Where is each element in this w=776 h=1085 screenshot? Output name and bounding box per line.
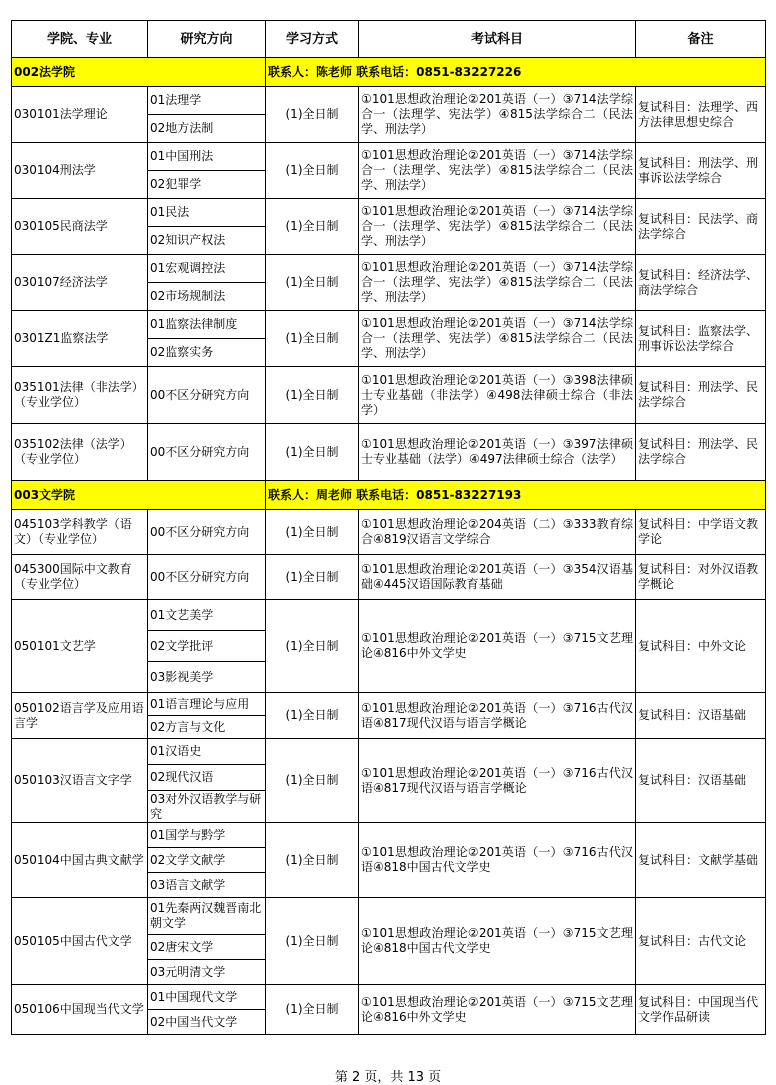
mode-cell: (1)全日制 (266, 143, 359, 199)
major-cell: 030104刑法学 (12, 143, 148, 199)
subjects-cell: ①101思想政治理论②201英语（一）③398法律硕士专业基础（非法学）④498法律硕士综合（非法学） (359, 367, 636, 424)
section-name: 002法学院 (12, 58, 266, 87)
col-notes: 备注 (636, 21, 766, 58)
table-row (12, 739, 766, 765)
direction-cell: 01法理学 (148, 87, 266, 115)
col-mode: 学习方式 (266, 21, 359, 58)
subjects-cell: ①101思想政治理论②201英语（一）③715文艺理论④816中外文学史 (359, 985, 636, 1035)
notes-cell: 复试科目：中学语文教学论 (636, 510, 766, 555)
table-row (12, 424, 766, 481)
notes-cell: 复试科目：刑法学、刑事诉讼法学综合 (636, 143, 766, 199)
notes-cell: 复试科目：古代文论 (636, 898, 766, 985)
direction-cell: 03元明清文学 (148, 960, 266, 985)
table-row (12, 985, 766, 1010)
admissions-table (11, 20, 766, 1035)
subjects-cell: ①101思想政治理论②201英语（一）③714法学综合一（法理学、宪法学）④815法学综合二（民法学、刑法学） (359, 143, 636, 199)
direction-cell: 02方言与文化 (148, 716, 266, 739)
table-row (12, 199, 766, 227)
subjects-cell: ①101思想政治理论②201英语（一）③354汉语基础④445汉语国际教育基础 (359, 555, 636, 600)
direction-cell: 02中国当代文学 (148, 1010, 266, 1035)
major-cell: 030107经济法学 (12, 255, 148, 311)
subjects-cell: ①101思想政治理论②201英语（一）③715文艺理论④818中国古代文学史 (359, 898, 636, 985)
direction-cell: 01中国刑法 (148, 143, 266, 171)
direction-cell: 01监察法律制度 (148, 311, 266, 339)
major-cell: 045103学科教学（语文）（专业学位） (12, 510, 148, 555)
major-cell: 030105民商法学 (12, 199, 148, 255)
mode-cell: (1)全日制 (266, 823, 359, 898)
direction-cell: 02文学批评 (148, 631, 266, 662)
direction-cell: 02现代汉语 (148, 765, 266, 791)
direction-cell: 02地方法制 (148, 115, 266, 143)
major-cell: 050102语言学及应用语言学 (12, 693, 148, 739)
subjects-cell: ①101思想政治理论②201英语（一）③714法学综合一（法理学、宪法学）④815法学综合二（民法学、刑法学） (359, 199, 636, 255)
subjects-cell: ①101思想政治理论②201英语（一）③714法学综合一（法理学、宪法学）④815法学综合二（民法学、刑法学） (359, 87, 636, 143)
table-row (12, 693, 766, 716)
table-row (12, 898, 766, 935)
mode-cell: (1)全日制 (266, 739, 359, 823)
section-name: 003文学院 (12, 481, 266, 510)
major-cell: 0301Z1监察法学 (12, 311, 148, 367)
mode-cell: (1)全日制 (266, 367, 359, 424)
mode-cell: (1)全日制 (266, 600, 359, 693)
table-row (12, 255, 766, 283)
mode-cell: (1)全日制 (266, 985, 359, 1035)
notes-cell: 复试科目：刑法学、民法学综合 (636, 367, 766, 424)
notes-cell: 复试科目：中国现当代文学作品研读 (636, 985, 766, 1035)
direction-cell: 00不区分研究方向 (148, 510, 266, 555)
direction-cell: 02知识产权法 (148, 227, 266, 255)
subjects-cell: ①101思想政治理论②201英语（一）③715文艺理论④816中外文学史 (359, 600, 636, 693)
major-cell: 035102法律（法学）（专业学位） (12, 424, 148, 481)
direction-cell: 02文学文献学 (148, 848, 266, 873)
section-contact: 联系人：陈老师 联系电话：0851-83227226 (266, 58, 766, 87)
col-subjects: 考试科目 (359, 21, 636, 58)
direction-cell: 01文艺美学 (148, 600, 266, 631)
notes-cell: 复试科目：法理学、西方法律思想史综合 (636, 87, 766, 143)
major-cell: 035101法律（非法学）（专业学位） (12, 367, 148, 424)
table-row (12, 823, 766, 848)
direction-cell: 03对外汉语教学与研究 (148, 791, 266, 823)
major-cell: 050101文艺学 (12, 600, 148, 693)
subjects-cell: ①101思想政治理论②201英语（一）③714法学综合一（法理学、宪法学）④815法学综合二（民法学、刑法学） (359, 311, 636, 367)
table-row (12, 367, 766, 424)
major-cell: 050103汉语言文字学 (12, 739, 148, 823)
direction-cell: 01民法 (148, 199, 266, 227)
major-cell: 050104中国古典文献学 (12, 823, 148, 898)
direction-cell: 01宏观调控法 (148, 255, 266, 283)
notes-cell: 复试科目：民法学、商法学综合 (636, 199, 766, 255)
direction-cell: 02监察实务 (148, 339, 266, 367)
mode-cell: (1)全日制 (266, 693, 359, 739)
major-cell: 050106中国现当代文学 (12, 985, 148, 1035)
notes-cell: 复试科目：汉语基础 (636, 739, 766, 823)
subjects-cell: ①101思想政治理论②201英语（一）③716古代汉语④818中国古代文学史 (359, 823, 636, 898)
col-school: 学院、专业 (12, 21, 148, 58)
page-footer: 第 2 页，共 13 页 (334, 1070, 442, 1085)
direction-cell: 01汉语史 (148, 739, 266, 765)
section-contact: 联系人：周老师 联系电话：0851-83227193 (266, 481, 766, 510)
subjects-cell: ①101思想政治理论②201英语（一）③716古代汉语④817现代汉语与语言学概论 (359, 693, 636, 739)
table-row (12, 600, 766, 631)
direction-cell: 01语言理论与应用 (148, 693, 266, 716)
notes-cell: 复试科目：监察法学、刑事诉讼法学综合 (636, 311, 766, 367)
mode-cell: (1)全日制 (266, 87, 359, 143)
section-row (12, 481, 766, 510)
table-row (12, 87, 766, 115)
mode-cell: (1)全日制 (266, 255, 359, 311)
direction-cell: 01中国现代文学 (148, 985, 266, 1010)
notes-cell: 复试科目：对外汉语教学概论 (636, 555, 766, 600)
major-cell: 045300国际中文教育（专业学位） (12, 555, 148, 600)
mode-cell: (1)全日制 (266, 311, 359, 367)
direction-cell: 00不区分研究方向 (148, 367, 266, 424)
mode-cell: (1)全日制 (266, 555, 359, 600)
direction-cell: 02唐宋文学 (148, 935, 266, 960)
table-row (12, 311, 766, 339)
major-cell: 050105中国古代文学 (12, 898, 148, 985)
subjects-cell: ①101思想政治理论②201英语（一）③714法学综合一（法理学、宪法学）④815法学综合二（民法学、刑法学） (359, 255, 636, 311)
subjects-cell: ①101思想政治理论②204英语（二）③333教育综合④819汉语言文学综合 (359, 510, 636, 555)
notes-cell: 复试科目：汉语基础 (636, 693, 766, 739)
notes-cell: 复试科目：中外文论 (636, 600, 766, 693)
direction-cell: 02犯罪学 (148, 171, 266, 199)
direction-cell: 02市场规制法 (148, 283, 266, 311)
notes-cell: 复试科目：刑法学、民法学综合 (636, 424, 766, 481)
notes-cell: 复试科目：经济法学、商法学综合 (636, 255, 766, 311)
major-cell: 030101法学理论 (12, 87, 148, 143)
mode-cell: (1)全日制 (266, 898, 359, 985)
direction-cell: 03语言文献学 (148, 873, 266, 898)
mode-cell: (1)全日制 (266, 424, 359, 481)
col-direction: 研究方向 (148, 21, 266, 58)
notes-cell: 复试科目：文献学基础 (636, 823, 766, 898)
direction-cell: 00不区分研究方向 (148, 555, 266, 600)
table-row (12, 555, 766, 600)
subjects-cell: ①101思想政治理论②201英语（一）③397法律硕士专业基础（法学）④497法律硕士综合（法学） (359, 424, 636, 481)
header-row (12, 21, 766, 58)
direction-cell: 00不区分研究方向 (148, 424, 266, 481)
table-row (12, 143, 766, 171)
table-row (12, 510, 766, 555)
mode-cell: (1)全日制 (266, 199, 359, 255)
direction-cell: 01先秦两汉魏晋南北朝文学 (148, 898, 266, 935)
direction-cell: 01国学与黔学 (148, 823, 266, 848)
mode-cell: (1)全日制 (266, 510, 359, 555)
subjects-cell: ①101思想政治理论②201英语（一）③716古代汉语④817现代汉语与语言学概论 (359, 739, 636, 823)
direction-cell: 03影视美学 (148, 662, 266, 693)
section-row (12, 58, 766, 87)
table-body (12, 58, 766, 1035)
